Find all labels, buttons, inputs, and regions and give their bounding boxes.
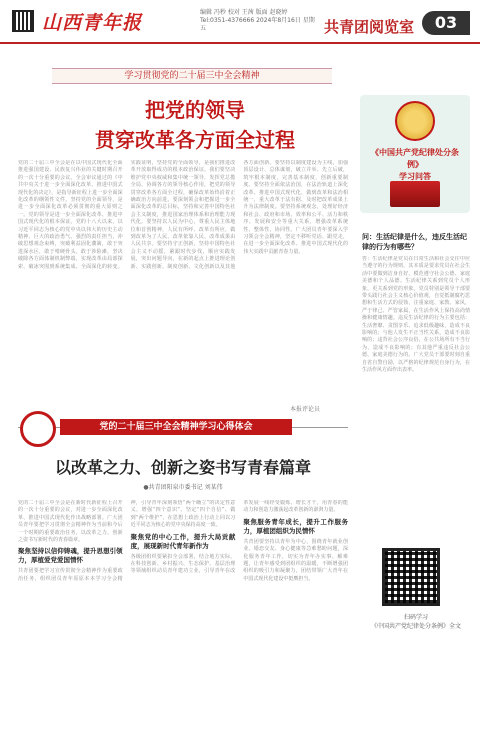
qr-caption-line2: 《中国共产党纪律处分条例》全文 xyxy=(370,623,461,630)
regulation-promo-graphic xyxy=(360,95,470,213)
qr-code-icon xyxy=(12,10,34,32)
promo-title xyxy=(366,147,464,183)
article1-title-line2: 贯穿改革各方面全过程 xyxy=(95,128,295,152)
article2-text-3: 共青团要坚持以青年为中心，围绕青年就业创业、婚恋交友、身心健康等急难愁盼问题，深化服务青年工作，切实为青年办实事、解难题，让青年感受到团组织的温暖，不断增强团组织的吸引力和凝聚力，团结带领广大青年在中国式现代化建设中挺膺担当。 xyxy=(243,538,348,582)
article1-banner: 学习贯彻党的二十届三中全会精神 xyxy=(52,68,332,84)
masthead-meta xyxy=(200,9,320,33)
article2-banner: 党的二十届三中全会精神学习心得体会 xyxy=(60,419,292,435)
masthead xyxy=(0,0,480,44)
article2-subheading-2: 聚焦党的中心工作，提升大局贡献度，展现新时代青年新作为 xyxy=(130,532,236,550)
qa-question: 问：生活纪律是什么，违反生活纪律的行为有哪些？ xyxy=(362,233,467,251)
article1-title-line1: 把党的领导 xyxy=(145,98,245,122)
promo-title-line1: 《中国共产党纪律处分条例》 xyxy=(371,148,459,169)
article2-text-2: 各级团组织要紧扣全会部署，结合地方实际，在科技创新、乡村振兴、生态保护、基层治理等领域组织动员青年建功立业，引导青年在改革发展一线经受锻炼、增长才干，用青春的能动力和创造力激荡起改革创新的澎湃力量。 xyxy=(130,500,348,575)
youth-league-emblem-icon xyxy=(20,411,56,447)
page-number: 03 xyxy=(422,11,470,35)
article2-byline: ●共青团阳泉市委书记 刘某伟 xyxy=(143,484,223,491)
section-title: 共青团阅览室 xyxy=(324,18,415,36)
party-emblem-icon xyxy=(395,101,435,141)
qr-code-image[interactable] xyxy=(382,548,440,606)
promo-title-line2: 学习问答 xyxy=(399,172,431,181)
article2-intro: 党的二十届三中全会是在新时代新征程上召开的一次十分重要的会议，对进一步全面深化改革、推进中国式现代化作出战略部署。广大团员青年要把学习贯彻全会精神作为当前和今后一个时期的重要政治任务，以改革之力、创新之姿书写新时代的青春篇章。 xyxy=(18,500,123,544)
qr-caption-line1: 扫码学习 xyxy=(403,614,428,621)
article2-text-1: 共青团要把学习宣传贯彻全会精神作为重要政治任务，组织团员青年原原本本学习全会精神，引导青年深刻领悟“两个确立”的决定性意义，增强“四个意识”、坚定“四个自信”、做到“两个维护”，在思想上政治上行动上同以习近平同志为核心的党中央保持高度一致。 xyxy=(18,500,236,582)
editor-line: 编辑 冯秒 校对 王茜 版面 赵晓婷 xyxy=(200,9,288,16)
contact-date-line: Tel:0351-4376666 2024年8月16日 星期五 xyxy=(200,17,315,32)
newspaper-logo: 山西青年报 xyxy=(42,12,143,34)
qa-answer: 答：生活纪律是党员在日常生活和社会交往中应当遵守的行为规则。其本质是要求党员在社会生活中要做到洁身自好，模范遵守社会公德、家庭美德和个人品德。生活纪律关系到党员个人形象，更关系到党的形象。党员特别是领导干部要带头践行社会主义核心价值观，自觉抵制腐朽思想和生活方式的侵蚀，注重家庭、家教、家风，严于律己、严管家属，在生活作风上保持高尚情操和健康情趣。违反生活纪律的行为主要包括：生活奢靡、贪图享乐、追求低级趣味，造成不良影响的；与他人发生不正当性关系，造成不良影响的；违背社会公序良俗，在公共场所有不当行为，造成不良影响的；有其他严重违反社会公德、家庭美德行为的。广大党员干部要时刻自重自省自警自励，以严格的纪律规范自身行为，在生活作风方面作出表率。 xyxy=(362,256,470,374)
article2-subheading-3: 聚焦服务青年成长，提升工作服务力，厚植团组织为民情怀 xyxy=(243,517,348,535)
book-icon xyxy=(390,181,440,207)
article1-author: 本报评论员 xyxy=(290,406,321,413)
article1-body: 党的二十届三中全会是在以中国式现代化全面推进强国建设、民族复兴伟业的关键时期召开的一次十分重要的会议。全会审议通过的《中共中央关于进一步全面深化改革、推进中国式现代化的决定》，是指导新征程上进一步全面深化改革的纲领性文件。坚持党的全面领导，是进一步全面深化改革必须贯彻的重大原则之一。党的领导是进一步全面深化改革、推进中国式现代化的根本保证。党的十八大以来，以习近平同志为核心的党中央以伟大的历史主动精神、巨大的政治勇气、强烈的责任担当，冲破思想观念束缚，突破利益固化藩篱，敢于突进深水区，敢于啃硬骨头，敢于涉险滩，坚决破除各方面体制机制弊端，实现改革由局部探索、破冰突围到系统集成、全面深化的转变。实践证明，坚持党的全面领导，是我们推进改革开放取得成功的根本政治保证。我们要坚决维护党中央权威和集中统一领导，发挥党总揽全局、协调各方的领导核心作用，把党的领导贯穿改革各方面全过程，确保改革始终沿着正确政治方向前进。要深刻领会和把握进一步全面深化改革的总目标，坚持和完善中国特色社会主义制度，推进国家治理体系和治理能力现代化。要坚持以人民为中心，尊重人民主体地位和首创精神，人民有所呼、改革有所应，做到改革为了人民、改革依靠人民、改革成果由人民共享。要坚持守正创新，坚持中国特色社会主义不动摇，紧跟时代步伐，顺应实践发展，突出问题导向，在新的起点上推进理论创新、实践创新、制度创新、文化创新以及其他各方面创新。要坚持以制度建设为主线，加强顶层设计、总体谋划，破立并举、先立后破，筑牢根本制度，完善基本制度，创新重要制度。要坚持全面依法治国，在法治轨道上深化改革、推进中国式现代化，做到改革和法治相统一，重大改革于法有据、及时把改革成果上升为法律制度。要坚持系统观念，处理好经济和社会、政府和市场、效率和公平、活力和秩序、发展和安全等重大关系，增强改革系统性、整体性、协同性。广大团员青年要深入学习领会全会精神，坚定不移听党话、跟党走，在进一步全面深化改革、推进中国式现代化的伟大实践中贡献青春力量。 xyxy=(18,160,348,270)
article1-title xyxy=(40,95,350,155)
article2-title: 以改革之力、创新之姿书写青春篇章 xyxy=(54,458,311,477)
article2-subheading-1: 聚焦坚持以信仰铸魂，提升思想引领力，厚植爱党爱国情怀 xyxy=(18,547,123,565)
article2-body xyxy=(18,500,348,736)
